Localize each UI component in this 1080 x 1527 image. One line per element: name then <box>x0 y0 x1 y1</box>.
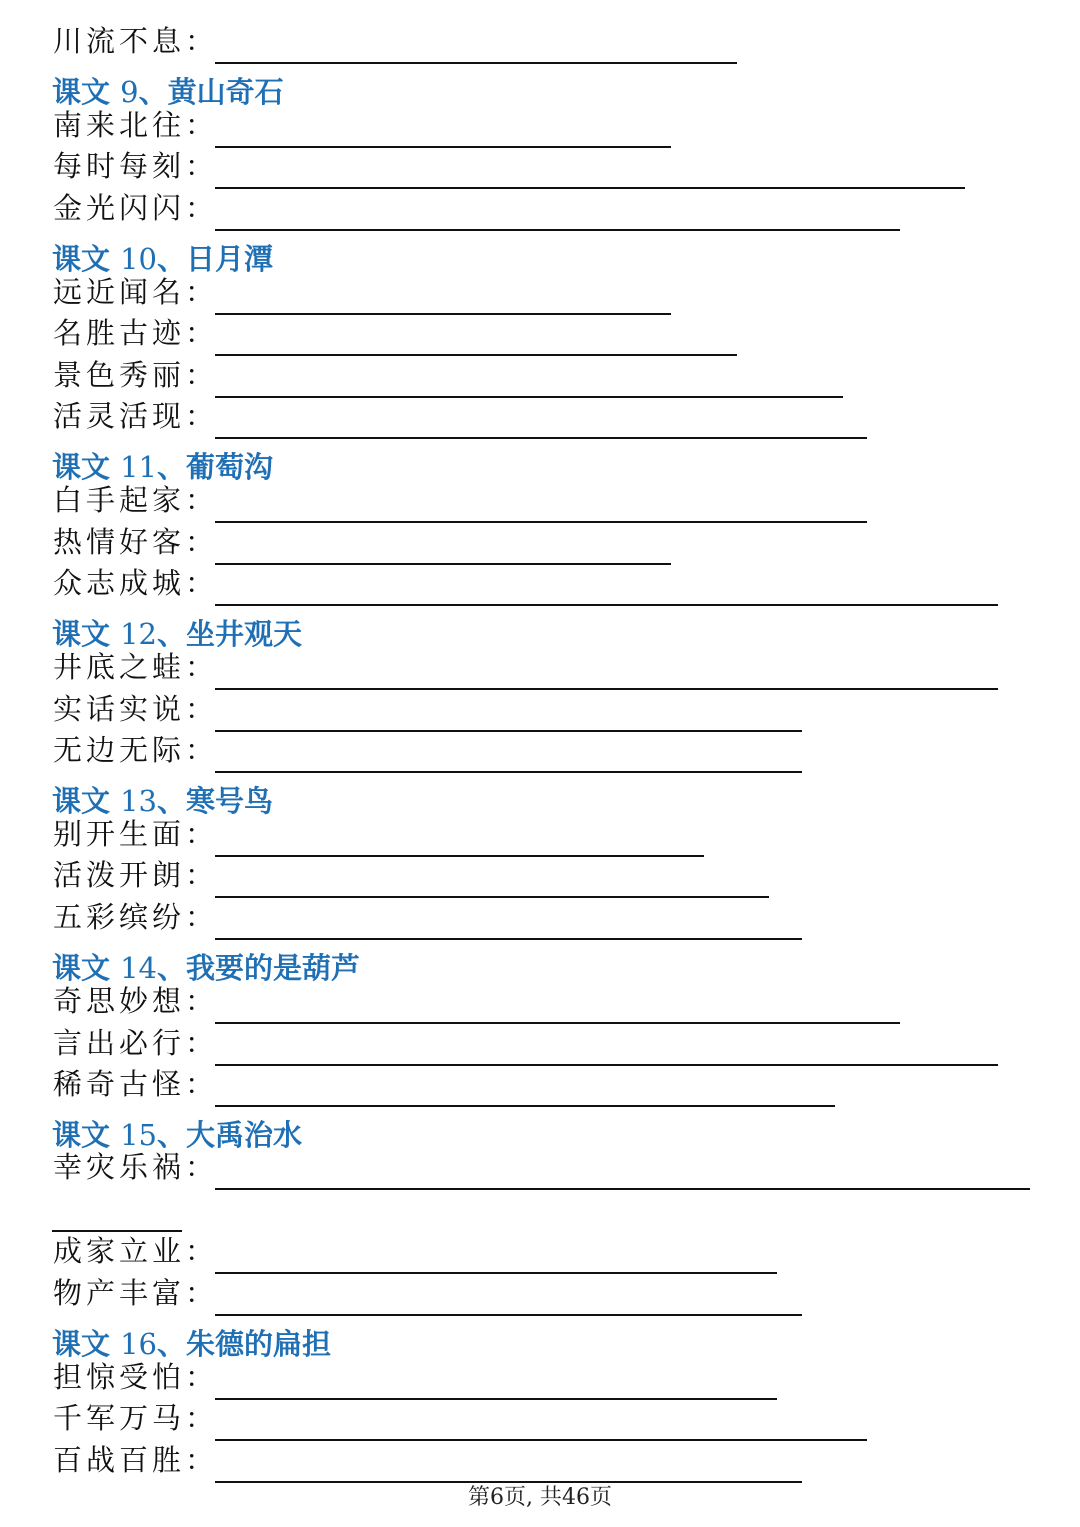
vocab-word: 奇思妙想： <box>53 984 219 1018</box>
lesson-name: 、朱德的扁担 <box>157 1327 332 1361</box>
lesson-number: 12 <box>120 617 158 651</box>
lesson-name: 、我要的是葫芦 <box>157 951 361 985</box>
vocab-word: 名胜古迹： <box>53 316 219 350</box>
vocab-row <box>0 815 1080 857</box>
vocab-row <box>0 856 1080 898</box>
vocab-row <box>0 1274 1080 1316</box>
vocab-row <box>0 22 1080 64</box>
vocab-row <box>0 690 1080 732</box>
answer-line[interactable] <box>215 62 737 64</box>
vocab-word: 白手起家： <box>53 483 219 517</box>
lesson-name: 、大禹治水 <box>157 1118 303 1152</box>
lesson-prefix: 课文 <box>52 1327 121 1361</box>
vocab-word: 言出必行： <box>53 1026 219 1060</box>
vocab-row <box>0 1232 1080 1274</box>
vocab-word: 远近闻名： <box>53 275 219 309</box>
vocab-word: 成家立业： <box>53 1234 219 1268</box>
lesson-prefix: 课文 <box>52 784 121 818</box>
vocab-word: 每时每刻： <box>53 149 219 183</box>
vocab-row <box>0 273 1080 315</box>
vocab-row <box>0 1065 1080 1107</box>
page-footer: 第6页, 共46页 <box>468 1485 612 1510</box>
vocab-word: 无边无际： <box>53 733 219 767</box>
lesson-number: 15 <box>120 1118 158 1152</box>
lesson-prefix: 课文 <box>52 242 121 276</box>
vocab-row <box>0 1024 1080 1066</box>
answer-line[interactable] <box>215 1188 1030 1190</box>
lesson-prefix: 课文 <box>52 75 121 109</box>
vocab-word: 金光闪闪： <box>53 191 219 225</box>
vocab-row <box>0 982 1080 1024</box>
lesson-number: 11 <box>120 450 158 484</box>
lesson-name: 、日月潭 <box>157 242 274 276</box>
lesson-number: 16 <box>120 1327 158 1361</box>
vocab-row <box>0 314 1080 356</box>
vocab-word: 众志成城： <box>53 566 219 600</box>
vocab-word: 物产丰富： <box>53 1276 219 1310</box>
lesson-number: 9 <box>120 75 139 109</box>
vocab-word: 稀奇古怪： <box>53 1067 219 1101</box>
vocab-word: 热情好客： <box>53 525 219 559</box>
vocab-row <box>0 1399 1080 1441</box>
answer-line[interactable] <box>215 437 867 439</box>
vocab-word: 实话实说： <box>53 692 219 726</box>
vocab-row <box>0 564 1080 606</box>
lesson-number: 10 <box>120 242 158 276</box>
vocab-row <box>0 397 1080 439</box>
vocab-row <box>0 1358 1080 1400</box>
lesson-name: 、黄山奇石 <box>138 75 284 109</box>
vocab-row <box>0 1148 1080 1190</box>
lesson-number: 13 <box>120 784 158 818</box>
vocab-word: 川流不息： <box>53 24 219 58</box>
lesson-name: 、寒号鸟 <box>157 784 274 818</box>
lesson-prefix: 课文 <box>52 951 121 985</box>
vocab-row <box>0 648 1080 690</box>
lesson-prefix: 课文 <box>52 1118 121 1152</box>
vocab-word: 五彩缤纷： <box>53 900 219 934</box>
answer-line[interactable] <box>215 604 998 606</box>
vocab-word: 活灵活现： <box>53 399 219 433</box>
answer-line[interactable] <box>215 1105 835 1107</box>
lesson-prefix: 课文 <box>52 617 121 651</box>
vocab-word: 活泼开朗： <box>53 858 219 892</box>
vocab-row <box>0 356 1080 398</box>
vocab-row <box>0 147 1080 189</box>
vocab-row <box>0 189 1080 231</box>
lesson-name: 、坐井观天 <box>157 617 303 651</box>
answer-line[interactable] <box>215 938 802 940</box>
vocab-row <box>0 523 1080 565</box>
answer-line[interactable] <box>215 229 900 231</box>
answer-line[interactable] <box>215 771 802 773</box>
vocab-row <box>0 898 1080 940</box>
lesson-name: 、葡萄沟 <box>157 450 274 484</box>
answer-line[interactable] <box>215 1314 802 1316</box>
vocab-word: 幸灾乐祸： <box>53 1150 219 1184</box>
vocab-row <box>0 106 1080 148</box>
vocab-row <box>0 731 1080 773</box>
vocab-word: 南来北往： <box>53 108 219 142</box>
answer-line-continuation[interactable] <box>52 1230 182 1232</box>
vocab-word: 担惊受怕： <box>53 1360 219 1394</box>
lesson-prefix: 课文 <box>52 450 121 484</box>
vocab-word: 景色秀丽： <box>53 358 219 392</box>
lesson-number: 14 <box>120 951 158 985</box>
vocab-word: 百战百胜： <box>53 1443 219 1477</box>
vocab-word: 井底之蛙： <box>53 650 219 684</box>
vocab-word: 别开生面： <box>53 817 219 851</box>
vocab-row <box>0 1441 1080 1483</box>
vocab-word: 千军万马： <box>53 1401 219 1435</box>
vocab-row <box>0 481 1080 523</box>
